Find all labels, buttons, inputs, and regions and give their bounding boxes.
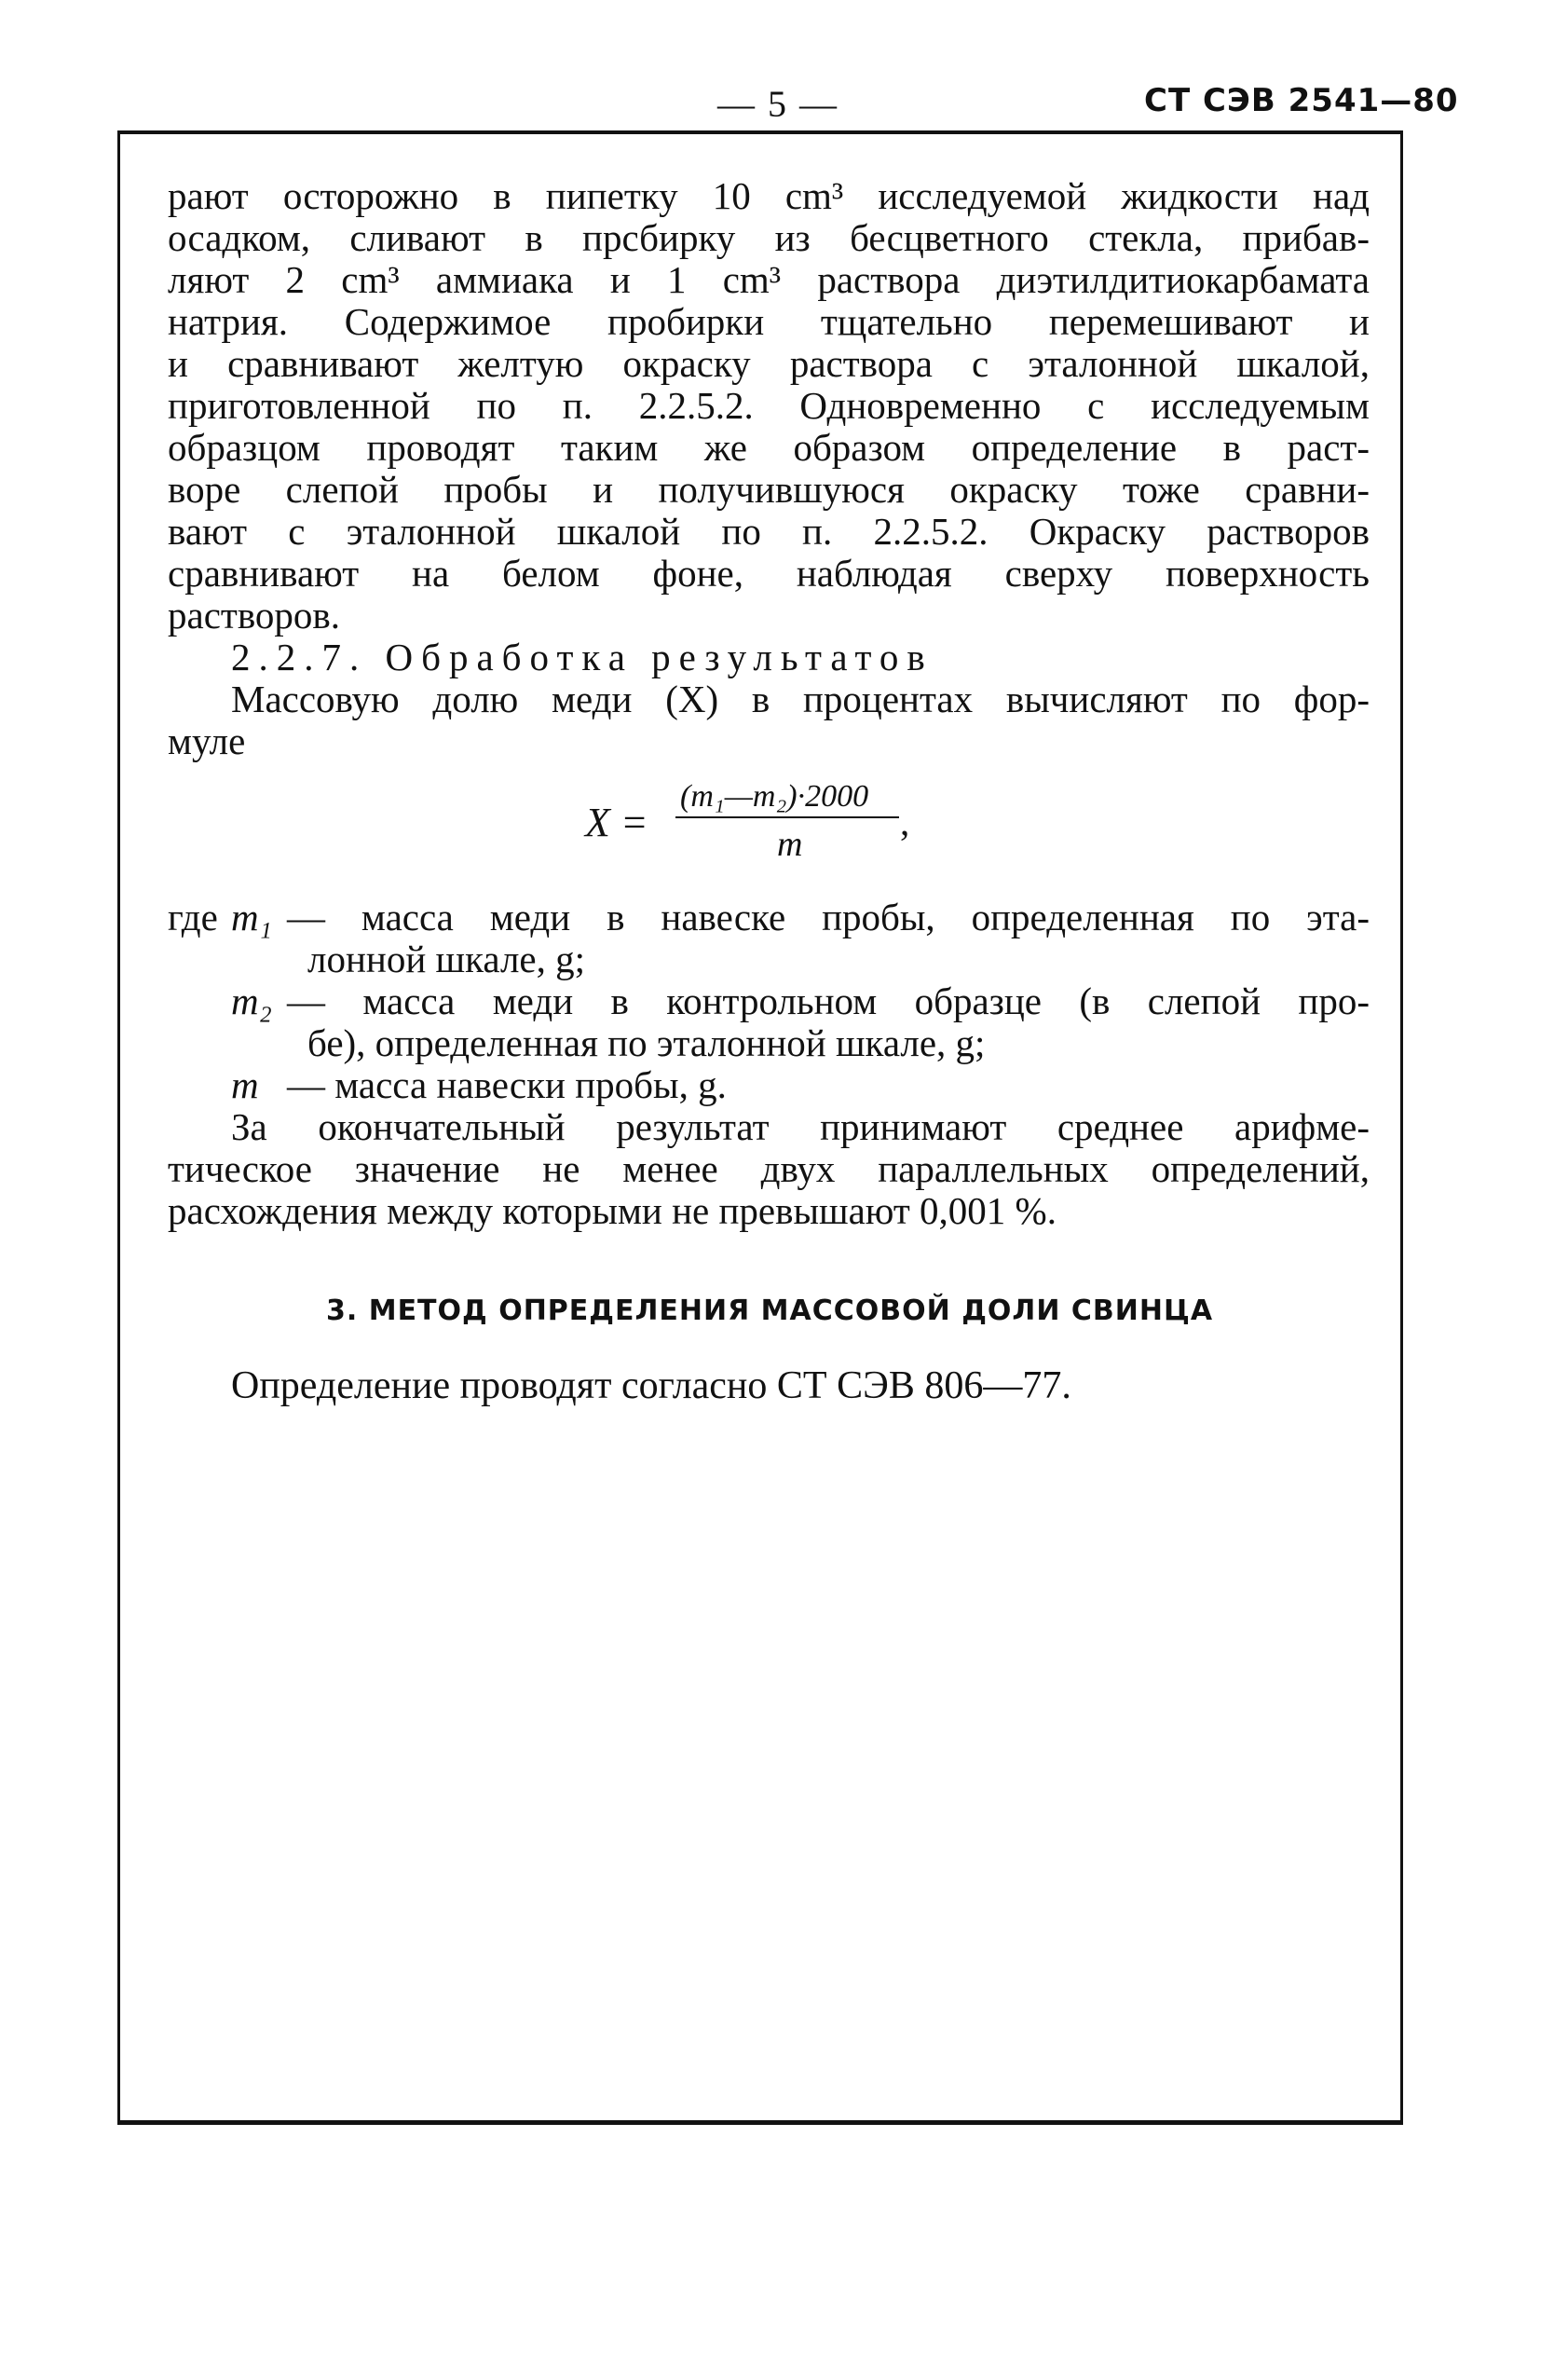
definition-text: — масса навески пробы, g. [287,1063,727,1106]
definition-symbol: m [231,1063,259,1106]
definition-text: — масса меди в контрольном образце (в слепой про- [287,979,1370,1022]
definition-continuation: бе), определенная по эталонной шкале, g; [307,1021,986,1064]
text-line: образцом проводят таким же образом определение в раст- [168,426,1370,469]
formula-denominator: m [777,825,803,864]
text-line: осадком, сливают в прсбирку из бесцветного стекла, прибав- [168,216,1370,259]
definition-row [168,1064,1370,1106]
subsection-title: 2.2.7. Обработка результатов [231,636,934,678]
fraction-bar [675,816,899,818]
intro-paragraph [168,175,1370,637]
text-line: вают с эталонной шкалой по п. 2.2.5.2. Окраску растворов [168,510,1370,553]
text-line: Массовую долю меди (X) в процентах вычисляют по фор- [231,678,1370,720]
text-line: приготовленной по п. 2.2.5.2. Одновременно с исследуемым [168,384,1370,427]
text-line: муле [168,719,246,762]
text-line: сравнивают на белом фоне, наблюдая сверху поверхность [168,552,1370,595]
definition-symbol: m₁ [231,896,272,938]
text-line: тическое значение не менее двух параллельных определений, [168,1147,1370,1190]
formula-numerator: (m₁—m₂)·2000 [680,779,869,814]
page-number: — 5 — [717,83,839,125]
text-line: За окончательный результат принимают среднее арифме- [231,1105,1370,1148]
variable-definitions [168,897,1370,1106]
definition-continuation: лонной шкале, g; [307,938,586,980]
text-line: и сравнивают желтую окраску раствора с эталонной шкалой, [168,342,1370,385]
standard-code: СТ СЭВ 2541—80 [1144,82,1459,119]
definition-row [168,897,1370,938]
text-line: воре слепой пробы и получившуюся окраску тоже сравни- [168,468,1370,511]
definition-symbol: m₂ [231,979,272,1022]
formula-intro [168,678,1370,762]
text-line: рают осторожно в пипетку 10 cm³ исследуемой жидкости над [168,174,1370,217]
document-body [168,175,1370,1407]
formula-lhs: X = [585,800,648,845]
formula-trailing: , [900,801,910,843]
text-line: расхождения между которыми не превышают 0,001 %. [168,1189,1057,1232]
definition-row [168,980,1370,1022]
result-paragraph [168,1106,1370,1232]
copper-formula [168,770,1370,872]
section-heading: 3. МЕТОД ОПРЕДЕЛЕНИЯ МАССОВОЙ ДОЛИ СВИНЦА [326,1294,1214,1327]
section-text: Определение проводят согласно СТ СЭВ 806—77. [231,1364,1071,1407]
definition-text: — масса меди в навеске пробы, определенная по эта- [287,896,1370,938]
text-line: натрия. Содержимое пробирки тщательно перемешивают и [168,300,1370,343]
text-line: растворов. [168,594,341,637]
definition-lead: где [168,896,218,938]
text-line: ляют 2 cm³ аммиака и 1 cm³ раствора диэтилдитиокарбамата [168,258,1370,301]
